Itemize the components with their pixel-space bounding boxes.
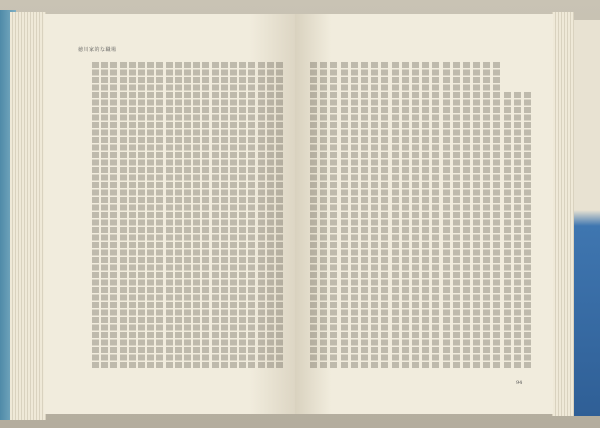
- left-text-column: [193, 62, 200, 368]
- right-text-column: [493, 62, 500, 368]
- left-text-column: [184, 62, 191, 368]
- right-text-column: [463, 62, 470, 368]
- right-text-column: [320, 62, 327, 368]
- right-text-column: [381, 62, 388, 368]
- left-text-column: [239, 62, 246, 368]
- right-text-column: [371, 62, 378, 368]
- right-text-column: [453, 62, 460, 368]
- left-text-column: [248, 62, 255, 368]
- left-text-column: [276, 62, 283, 368]
- left-text-column: [129, 62, 136, 368]
- left-text-column: [110, 62, 117, 368]
- right-text-column: [483, 62, 490, 368]
- left-text-column: [166, 62, 173, 368]
- left-text-column: [221, 62, 228, 368]
- right-text-column: [432, 62, 439, 368]
- left-text-column: [101, 62, 108, 368]
- right-text-column: [310, 62, 317, 368]
- left-text-column: [147, 62, 154, 368]
- left-text-column: [175, 62, 182, 368]
- left-text-column: [138, 62, 145, 368]
- right-text-column: [351, 62, 358, 368]
- right-text-column: [361, 62, 368, 368]
- right-text-column: [514, 92, 521, 368]
- left-page-edges: [10, 12, 46, 420]
- left-text-column: [230, 62, 237, 368]
- left-text-column: [267, 62, 274, 368]
- right-text-column: [524, 92, 531, 368]
- left-text-column: [212, 62, 219, 368]
- right-page-edges: [552, 12, 574, 416]
- left-running-head: 徳川家的な職場: [78, 47, 117, 53]
- right-page-number: 94: [516, 380, 523, 386]
- left-text-column: [156, 62, 163, 368]
- left-text-column: [120, 62, 127, 368]
- right-text-column: [341, 62, 348, 368]
- left-text-column: [92, 62, 99, 368]
- left-text-column: [202, 62, 209, 368]
- right-text-column: [412, 62, 419, 368]
- right-text-column: [422, 62, 429, 368]
- left-text-column: [258, 62, 265, 368]
- right-text-column: [402, 62, 409, 368]
- right-text-column: [504, 92, 511, 368]
- right-text-column: [330, 62, 337, 368]
- right-blue-band: [570, 20, 600, 416]
- right-text-column: [473, 62, 480, 368]
- right-text-column: [392, 62, 399, 368]
- right-text-column: [443, 62, 450, 368]
